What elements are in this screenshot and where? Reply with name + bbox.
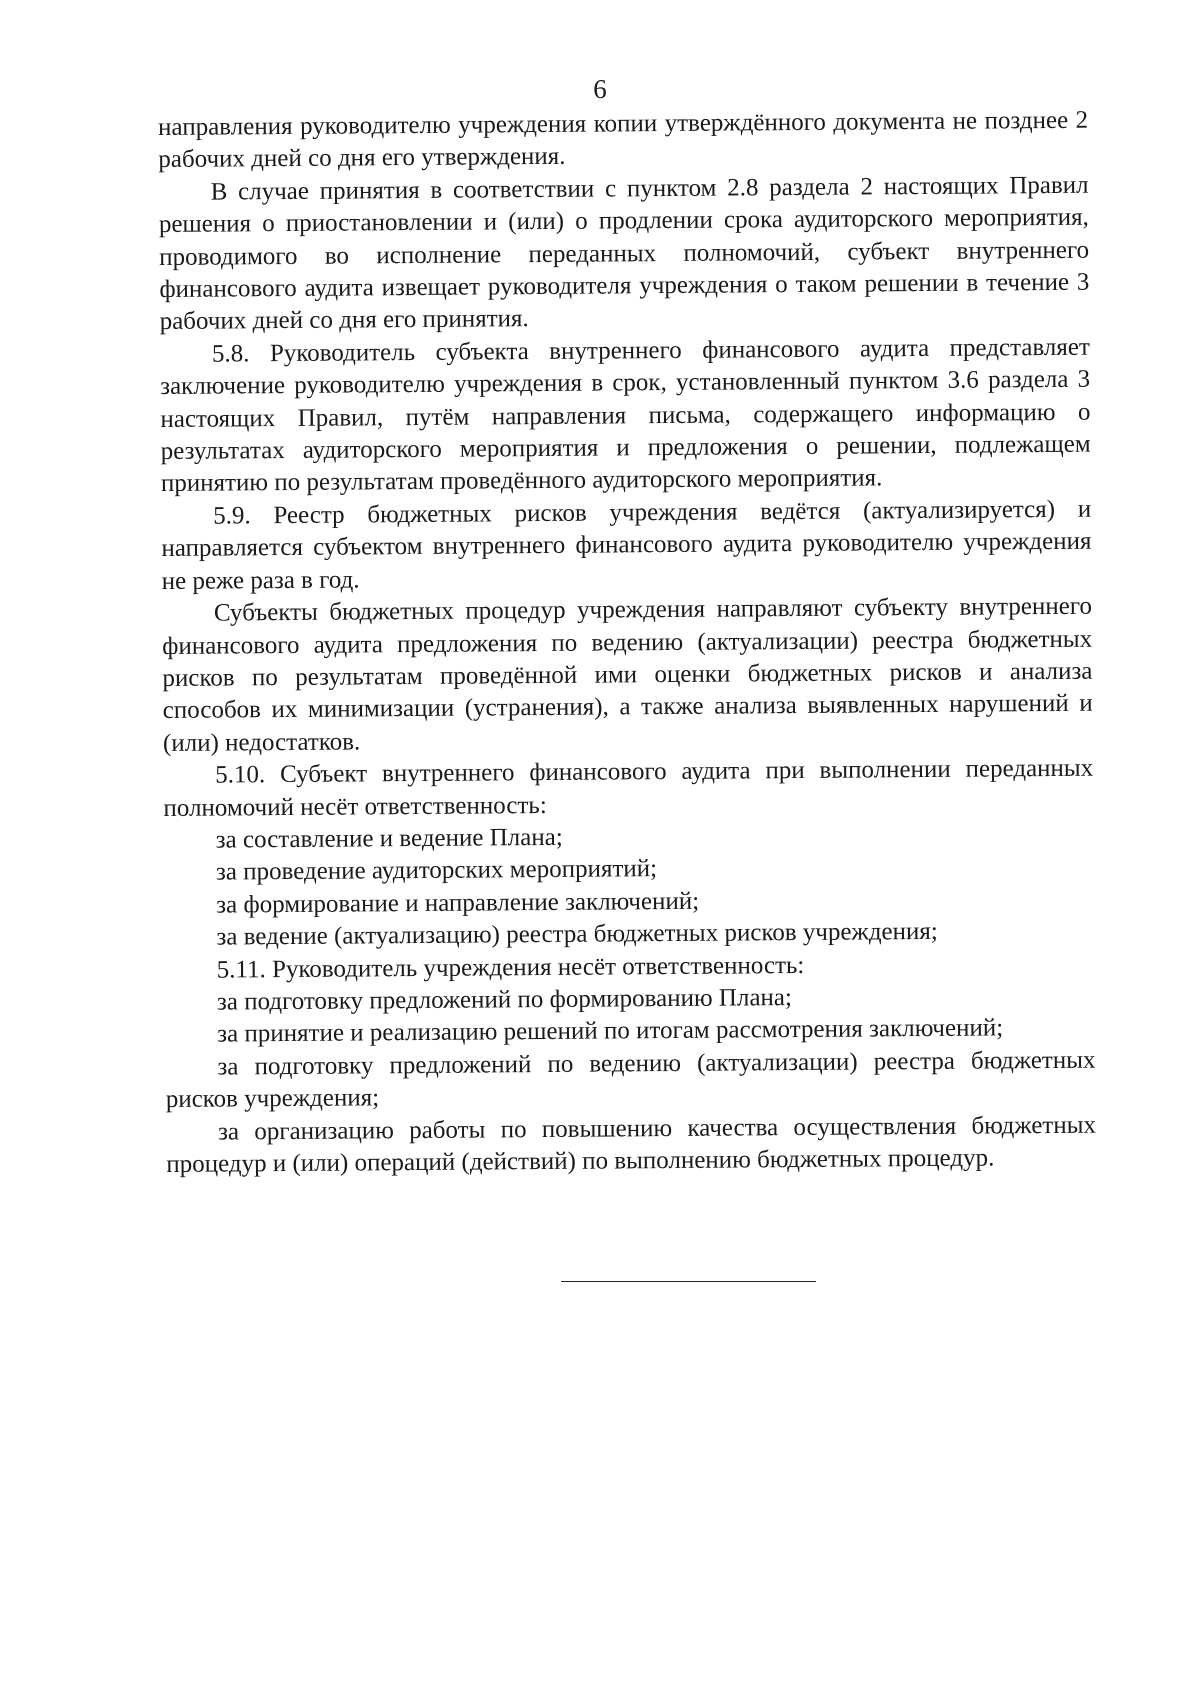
paragraph-5-11: 5.11. Руководитель учреждения несёт ответственность: [216, 951, 805, 984]
paragraph-continuation: направления руководителю учреждения копии утверждённого документа не позднее 2 рабочих дней со дня его утверждения. [158, 106, 1089, 174]
paragraph-budget-procedure-subjects: Субъекты бюджетных процедур учреждения направляют субъекту внутреннего финансового аудита предложения по ведению (актуализации) реестра бюджетных рисков по результатам проведённой ими оценки бюджетных рисков и анализа способов их минимизации (устранения), а также анализа выявленных нарушений и (или) недостатков. [162, 592, 1093, 757]
list-item: за проведение аудиторских мероприятий; [215, 855, 658, 886]
paragraph-5-10: 5.10. Субъект внутреннего финансового аудита при выполнении переданных полномочий несёт ответственность: [163, 754, 1094, 822]
list-item: за составление и ведение Плана; [215, 823, 563, 854]
list-item: за организацию работы по повышению качества осуществления бюджетных процедур и (или) операций (действий) по выполнению бюджетных процедур. [166, 1111, 1097, 1178]
list-item: за подготовку предложений по ведению (актуализации) реестра бюджетных рисков учреждения; [165, 1046, 1096, 1114]
list-item: за формирование и направление заключений; [216, 887, 700, 919]
paragraph-5-8: 5.8. Руководитель субъекта внутреннего финансового аудита представляет заключение руководителю учреждения в срок, установленный пунктом 3.6 раздела 3 настоящих Правил, путём направления письма, содержащего информацию о результатах аудиторского мероприятия и предложения о решении, подлежащем принятию по результатам проведённого аудиторского мероприятия. [160, 333, 1091, 498]
paragraph-suspension-notice: В случае принятия в соответствии с пунктом 2.8 раздела 2 настоящих Правил решения о приостановлении и (или) о продлении срока аудиторского мероприятия, проводимого во исполнение переданных полномочий, субъект внутреннего финансового аудита извещает руководителя учреждения о таком решении в течение 3 рабочих дней со дня его принятия. [158, 171, 1090, 336]
list-item: за подготовку предложений по формированию Плана; [216, 984, 793, 1016]
closing-divider [561, 1281, 816, 1282]
document-body [158, 105, 1096, 1182]
page-number: 6 [593, 74, 607, 104]
list-item: за принятие и реализацию решений по итогам рассмотрения заключений; [217, 1014, 1004, 1048]
list-item: за ведение (актуализацию) реестра бюджетных рисков учреждения; [216, 918, 938, 951]
paragraph-5-9: 5.9. Реестр бюджетных рисков учреждения ведётся (актуализируется) и направляется субъектом внутреннего финансового аудита руководителю учреждения не реже раза в год. [161, 495, 1092, 595]
